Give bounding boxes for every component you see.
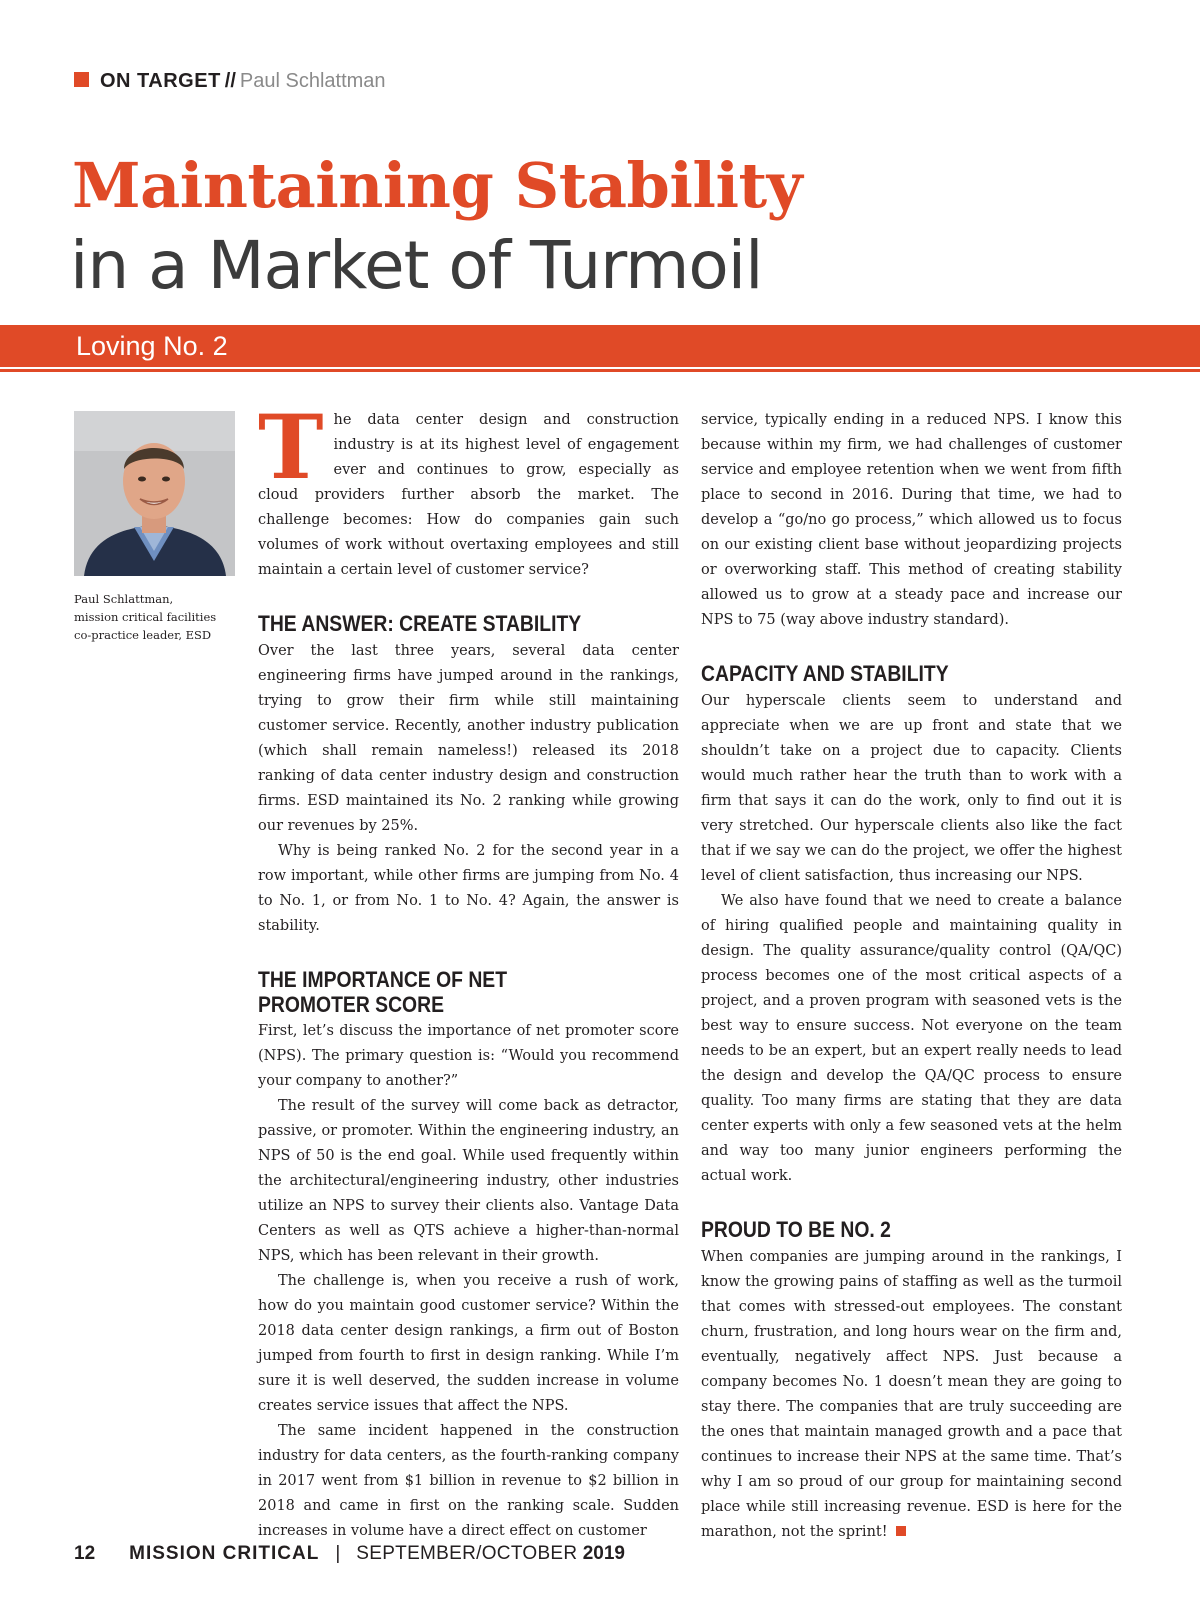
caption-role-line-2: co-practice leader, ESD bbox=[74, 628, 212, 642]
headline-line-1: Maintaining Stability bbox=[72, 149, 803, 222]
heading-capacity-and-stability: CAPACITY AND STABILITY bbox=[701, 661, 949, 686]
photo-caption bbox=[74, 590, 244, 644]
body-paragraph: The challenge is, when you receive a rush of work, how do you maintain good customer service? Within the 2018 data center design rankings, a firm out of Boston jumped from fourth to first in design ranking. While I’m sure it is well deserved, the sudden increase in volume creates service issues that affect the NPS. bbox=[258, 1273, 679, 1414]
page-footer bbox=[74, 1542, 625, 1566]
heading-line-2: PROMOTER SCORE bbox=[258, 992, 445, 1017]
intro-paragraph bbox=[258, 395, 679, 583]
heading-create-stability: THE ANSWER: CREATE STABILITY bbox=[258, 611, 582, 636]
article-column-1 bbox=[258, 395, 679, 1544]
caption-name: Paul Schlattman, bbox=[74, 592, 174, 606]
intro-text: he data center design and construction industry is at its highest level of engagement ever and continues to grow, especially as cloud providers further absorb the market. The challenge becomes: How do companies gain such volumes of work without overtaxing employees and still maintain a certain level of customer service? bbox=[258, 412, 679, 578]
subtitle: Loving No. 2 bbox=[76, 331, 228, 361]
caption-role-line-1: mission critical facilities bbox=[74, 610, 217, 624]
closing-paragraph bbox=[701, 1245, 1122, 1545]
end-mark-icon bbox=[896, 1526, 906, 1536]
article-column-2 bbox=[701, 408, 1122, 1545]
drop-cap: T bbox=[258, 395, 324, 499]
issue-month: SEPTEMBER/OCTOBER bbox=[356, 1543, 578, 1564]
body-paragraph: The result of the survey will come back as detractor, passive, or promoter. Within the engineering industry, an NPS of 50 is the end goal. While used frequently within the architectural/engineering industry, other industries utilize an NPS to survey their clients also. Vantage Data Centers as well as QTS achieve a higher-than-normal NPS, which has been relevant in their growth. bbox=[258, 1098, 679, 1264]
body-paragraph: First, let’s discuss the importance of net promoter score (NPS). The primary question is: “Would you recommend your company to another?” bbox=[258, 1023, 679, 1089]
heading-proud-to-be-no-2: PROUD TO BE NO. 2 bbox=[701, 1217, 891, 1242]
section-header bbox=[74, 70, 386, 93]
heading-net-promoter-score bbox=[258, 967, 620, 1017]
section-marker-icon bbox=[74, 72, 89, 87]
author-portrait-image bbox=[74, 411, 235, 576]
subtitle-band-rule bbox=[0, 369, 1200, 372]
section-name: ON TARGET bbox=[100, 70, 221, 92]
magazine-name: MISSION CRITICAL bbox=[129, 1543, 320, 1564]
issue-year: 2019 bbox=[582, 1543, 625, 1564]
author-photo bbox=[74, 411, 235, 576]
heading-line-1: THE IMPORTANCE OF NET bbox=[258, 967, 508, 992]
body-paragraph: The same incident happened in the construction industry for data centers, as the fourth-ranking company in 2017 went from $1 billion in revenue to $2 billion in 2018 and came in first on the ranking scale. Sudden increases in volume have a direct effect on customer bbox=[258, 1423, 679, 1539]
header-author: Paul Schlattman bbox=[239, 70, 386, 92]
headline-line-2: in a Market of Turmoil bbox=[70, 227, 763, 304]
header-separator: // bbox=[224, 70, 236, 92]
page-number: 12 bbox=[74, 1543, 96, 1564]
footer-separator: | bbox=[335, 1543, 341, 1564]
closing-text: When companies are jumping around in the rankings, I know the growing pains of staffing as well as the turmoil that comes with stressed-out employees. The constant churn, frustration, and long hours wear on the firm and, eventually, negatively affect NPS. Just because a company becomes No. 1 doesn’t mean they are going to stay there. The companies that are truly succeeding are the ones that maintain managed growth and a pace that continues to increase their NPS at the same time. That’s why I am so proud of our group for maintaining second place while still increasing revenue. ESD is here for the marathon, not the sprint! bbox=[701, 1249, 1122, 1540]
body-paragraph: Our hyperscale clients seem to understand and appreciate when we are up front and state that we shouldn’t take on a project due to capacity. Clients would much rather hear the truth than to work with a firm that says it can do the work, only to find out it is very stretched. Our hyperscale clients also like the fact that if we say we can do the project, we offer the highest level of client satisfaction, thus increasing our NPS. bbox=[701, 693, 1122, 884]
body-paragraph: We also have found that we need to create a balance of hiring qualified people and maintaining quality in design. The quality assurance/quality control (QA/QC) process becomes one of the most critical aspects of a project, and a proven program with seasoned vets is the best way to ensure success. Not everyone on the team needs to be an expert, but an expert really needs to lead the design and develop the QA/QC process to ensure quality. Too many firms are stating that they are data center experts with only a few seasoned vets at the helm and way too many junior engineers performing the actual work. bbox=[701, 893, 1122, 1184]
body-paragraph: Over the last three years, several data center engineering firms have jumped around in the rankings, trying to grow their firm while still maintaining customer service. Recently, another industry publication (which shall remain nameless!) released its 2018 ranking of data center industry design and construction firms. ESD maintained its No. 2 ranking while growing our revenues by 25%. bbox=[258, 643, 679, 834]
continued-paragraph: service, typically ending in a reduced NPS. I know this because within my firm, we had challenges of customer service and employee retention when we went from fifth place to second in 2016. During that time, we had to develop a “go/no go process,” which allowed us to focus on our existing client base without jeopardizing projects or overworking staff. This method of creating stability allowed us to grow at a steady pace and increase our NPS to 75 (way above industry standard). bbox=[701, 412, 1122, 628]
body-paragraph: Why is being ranked No. 2 for the second year in a row important, while other firms are jumping from No. 4 to No. 1, or from No. 1 to No. 4? Again, the answer is stability. bbox=[258, 843, 679, 934]
